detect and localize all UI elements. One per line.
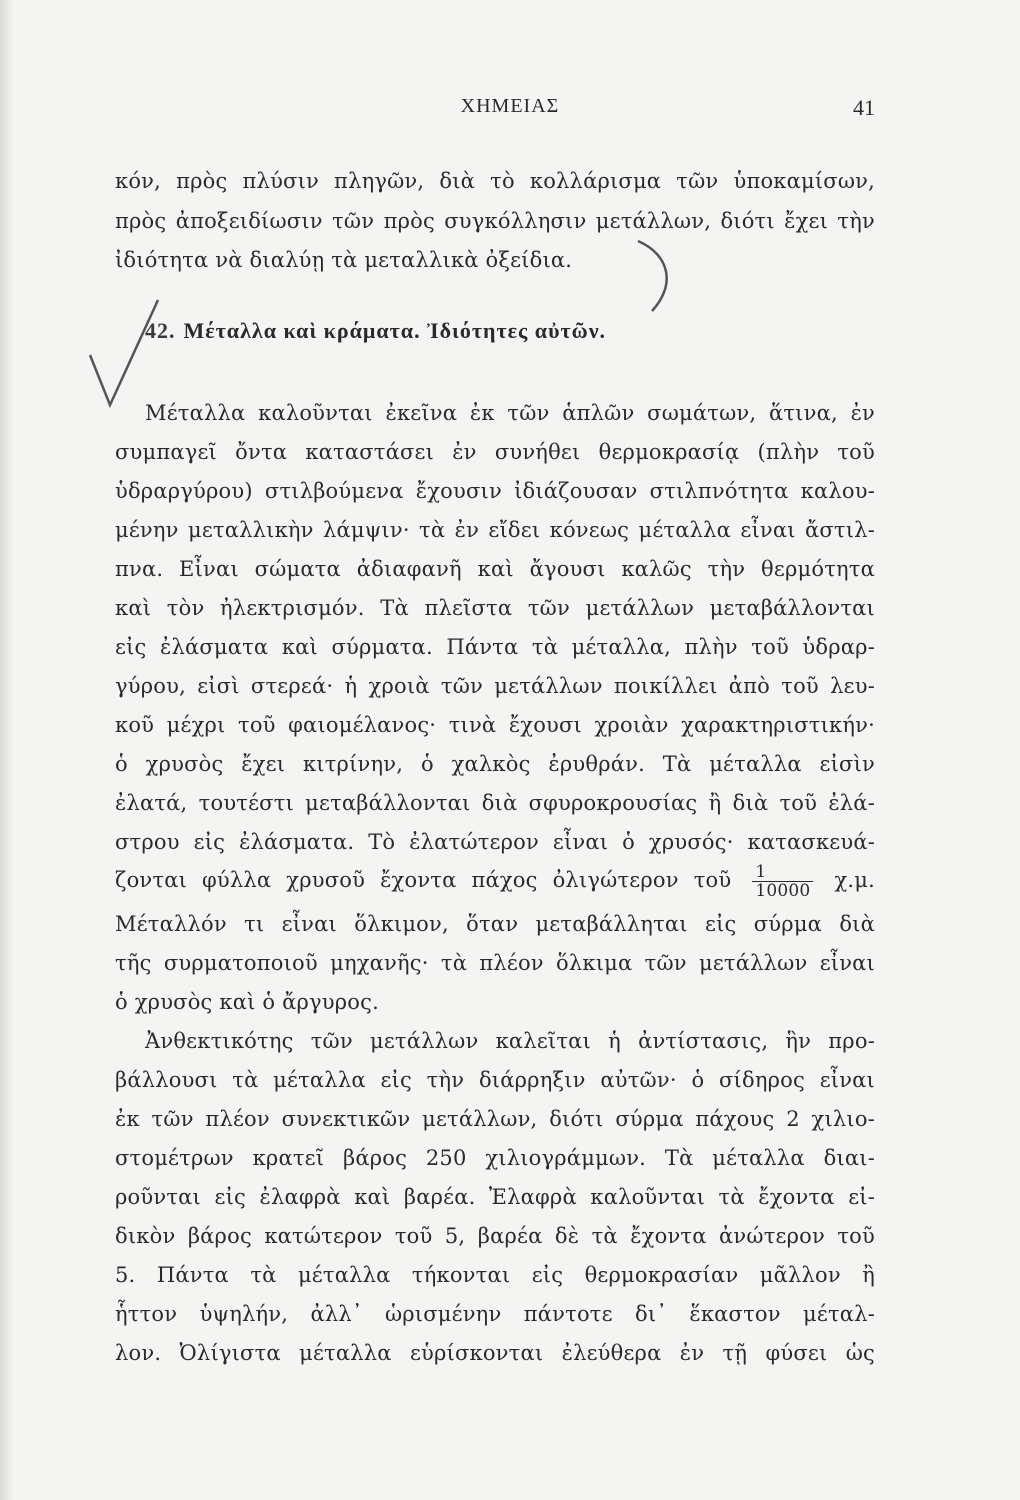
body-line: κοῦ μέχρι τοῦ φαιομέλανος· τινὰ ἔχουσι χροιὰν χαρακτηριστικήν· (115, 713, 875, 737)
pencil-bracket-mark (630, 235, 690, 315)
body-line: στομέτρων κρατεῖ βάρος 250 χιλιογράμμων. Τὰ μέταλλα διαι- (115, 1146, 875, 1170)
section-heading (145, 318, 606, 344)
body-line: Μέταλλα καλοῦνται ἐκεῖνα ἐκ τῶν ἁπλῶν σωμάτων, ἅτινα, ἐν (145, 401, 875, 425)
body-line: πνα. Εἶναι σώματα ἀδιαφανῆ καὶ ἄγουσι καλῶς τὴν θερμότητα (115, 557, 875, 581)
intro-line: κόν, πρὸς πλύσιν πληγῶν, διὰ τὸ κολλάρισμα τῶν ὑποκαμίσων, (115, 169, 875, 193)
fraction (752, 863, 813, 900)
body-line: στρου εἰς ἐλάσματα. Τὸ ἐλατώτερον εἶναι ὁ χρυσός· κατασκευά- (115, 830, 875, 854)
fraction-line-text: ζονται φύλλα χρυσοῦ ἔχοντα πάχος ὀλιγώτερον τοῦ (115, 868, 732, 892)
body-line: ἐκ τῶν πλέον συνεκτικῶν μετάλλων, διότι σύρμα πάχους 2 χιλιο- (115, 1107, 875, 1131)
body-line: μένην μεταλλικὴν λάμψιν· τὰ ἐν εἴδει κόνεως μέταλλα εἶναι ἄστιλ- (115, 518, 875, 542)
fraction-numerator: 1 (752, 863, 813, 882)
body-line: ὁ χρυσὸς καὶ ὁ ἄργυρος. (115, 990, 379, 1014)
body-line: τῆς συρματοποιοῦ μηχανῆς· τὰ πλέον ὅλκιμα τῶν μετάλλων εἶναι (115, 951, 875, 975)
page-number: 41 (853, 95, 875, 120)
body-line: βάλλουσι τὰ μέταλλα εἰς τὴν διάρρηξιν αὐτῶν· ὁ σίδηρος εἶναι (115, 1068, 875, 1092)
section-title: Μέταλλα καὶ κράματα. Ἰδιότητες αὐτῶν. (183, 318, 607, 343)
page-edge-shadow (0, 0, 14, 1500)
body-line: Ἀνθεκτικότης τῶν μετάλλων καλεῖται ἡ ἀντίστασις, ἣν προ- (145, 1029, 875, 1053)
body-line: γύρου, εἰσὶ στερεά· ἡ χροιὰ τῶν μετάλλων ποικίλλει ἀπὸ τοῦ λευ- (115, 674, 875, 698)
body-line: δικὸν βάρος κατώτερον τοῦ 5, βαρέα δὲ τὰ ἔχοντα ἀνώτερον τοῦ (115, 1224, 875, 1248)
fraction-line (115, 858, 875, 902)
body-line: εἰς ἐλάσματα καὶ σύρματα. Πάντα τὰ μέταλλα, πλὴν τοῦ ὑδραρ- (115, 635, 875, 659)
intro-line: ἰδιότητα νὰ διαλύῃ τὰ μεταλλικὰ ὀξείδια. (115, 248, 573, 272)
body-line: ἧττον ὑψηλήν, ἀλλ᾽ ὡρισμένην πάντοτε δι᾽ ἕκαστον μέταλ- (115, 1302, 875, 1326)
body-line: ὑδραργύρου) στιλβούμενα ἔχουσιν ἰδιάζουσαν στιλπνότητα καλου- (115, 479, 875, 503)
body-line: ὁ χρυσὸς ἔχει κιτρίνην, ὁ χαλκὸς ἐρυθράν. Τὰ μέταλλα εἰσὶν (115, 752, 875, 776)
body-line: 5. Πάντα τὰ μέταλλα τήκονται εἰς θερμοκρασίαν μᾶλλον ἢ (115, 1263, 875, 1287)
fraction-unit: χ.μ. (834, 868, 875, 892)
body-line: ἐλατά, τουτέστι μεταβάλλονται διὰ σφυροκρουσίας ἢ διὰ τοῦ ἐλά- (115, 791, 875, 815)
body-line: συμπαγεῖ ὄντα καταστάσει ἐν συνήθει θερμοκρασίᾳ (πλὴν τοῦ (115, 440, 875, 464)
fraction-denominator: 10000 (755, 881, 811, 901)
body-line: καὶ τὸν ἠλεκτρισμόν. Τὰ πλεῖστα τῶν μετάλλων μεταβάλλονται (115, 596, 875, 620)
body-line: λον. Ὀλίγιστα μέταλλα εὑρίσκονται ἐλεύθερα ἐν τῇ φύσει ὡς (115, 1341, 875, 1365)
running-title: ΧΗΜΕΙΑΣ (460, 95, 560, 117)
body-line: ροῦνται εἰς ἐλαφρὰ καὶ βαρέα. Ἐλαφρὰ καλοῦνται τὰ ἔχοντα εἰ- (115, 1185, 875, 1209)
section-number: 42. (145, 318, 176, 343)
running-head (0, 95, 1020, 129)
intro-line: πρὸς ἀποξειδίωσιν τῶν πρὸς συγκόλλησιν μετάλλων, διότι ἔχει τὴν (115, 209, 875, 233)
body-line: Μέταλλόν τι εἶναι ὅλκιμον, ὅταν μεταβάλληται εἰς σύρμα διὰ (115, 912, 875, 936)
